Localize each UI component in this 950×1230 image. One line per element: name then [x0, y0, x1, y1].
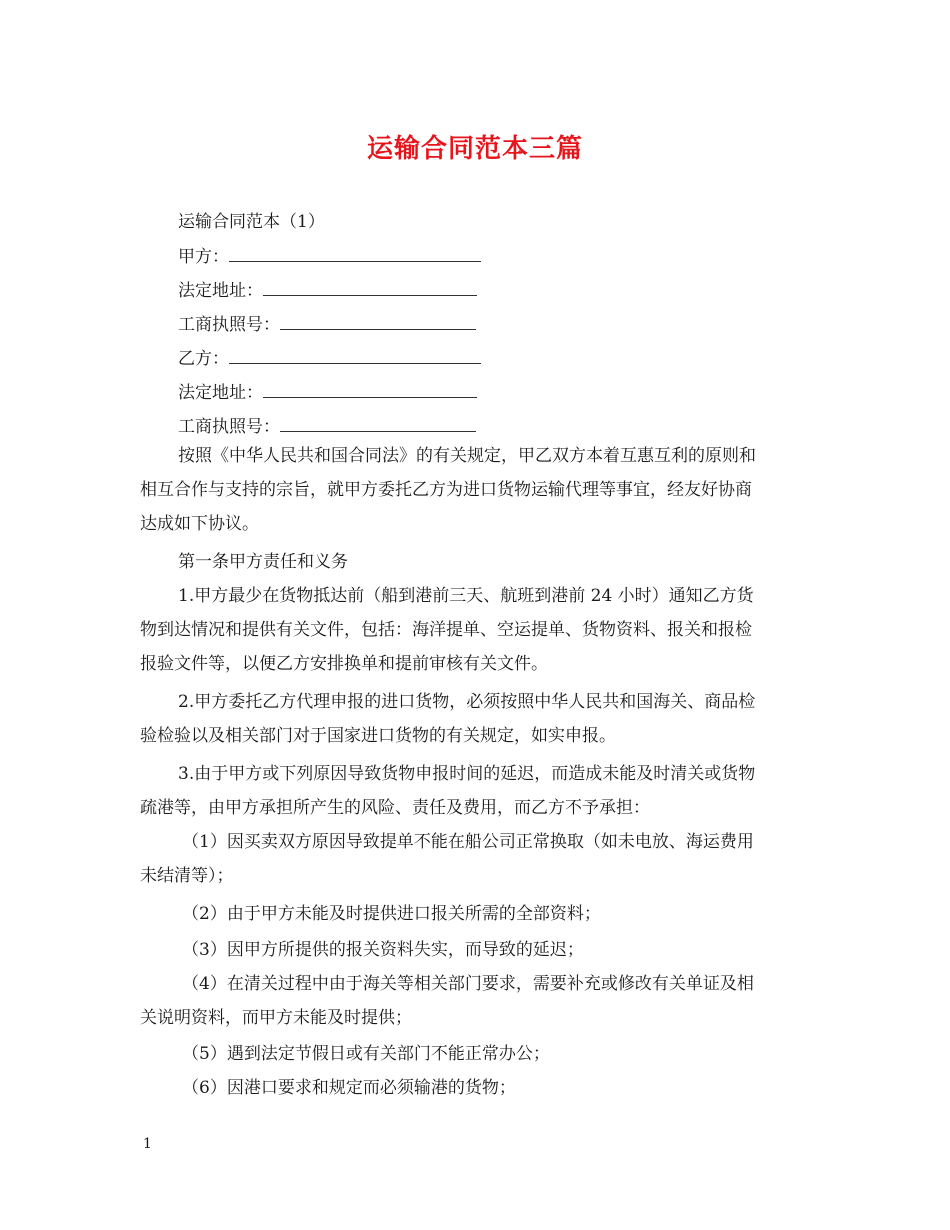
- field-label: 工商执照号：: [178, 417, 280, 437]
- section-heading: 运输合同范本（1）: [178, 212, 325, 232]
- body-line: 验检验以及相关部门对于国家进口货物的有关规定，如实申报。: [140, 726, 616, 746]
- party-field-b-license: [178, 414, 476, 439]
- body-line: 疏港等，由甲方承担所产生的风险、责任及费用，而乙方不予承担：: [140, 798, 650, 818]
- field-label: 工商执照号：: [178, 315, 280, 335]
- party-field-b: [178, 346, 481, 371]
- article-heading: 第一条甲方责任和义务: [178, 552, 348, 572]
- list-item: （1）因买卖双方原因导致提单不能在船公司正常换取（如未电放、海运费用: [182, 832, 754, 852]
- page-number: 1: [143, 1136, 152, 1152]
- field-blank: [229, 346, 481, 364]
- field-blank: [263, 380, 477, 398]
- field-label: 甲方：: [178, 247, 229, 267]
- list-item-continuation: 关说明资料，而甲方未能及时提供；: [140, 1008, 412, 1028]
- body-line: 3.由于甲方或下列原因导致货物申报时间的延迟，而造成未能及时清关或货物: [178, 764, 756, 784]
- list-item: （2）由于甲方未能及时提供进口报关所需的全部资料；: [182, 904, 601, 924]
- party-field-b-address: [178, 380, 477, 405]
- list-item: （6）因港口要求和规定而必须输港的货物；: [182, 1078, 516, 1098]
- document-title: 运输合同范本三篇: [366, 134, 583, 164]
- body-line: 相互合作与支持的宗旨，就甲方委托乙方为进口货物运输代理等事宜，经友好协商: [140, 480, 752, 500]
- party-field-a-license: [178, 312, 476, 337]
- field-label: 乙方：: [178, 349, 229, 369]
- body-line: 1.甲方最少在货物抵达前（船到港前三天、航班到港前 24 小时）通知乙方货: [178, 586, 754, 606]
- body-line: 按照《中华人民共和国合同法》的有关规定，甲乙双方本着互惠互利的原则和: [178, 446, 756, 466]
- list-item: （5）遇到法定节假日或有关部门不能正常办公；: [182, 1044, 550, 1064]
- field-blank: [280, 414, 476, 432]
- list-item: （4）在清关过程中由于海关等相关部门要求，需要补充或修改有关单证及相: [182, 974, 754, 994]
- body-line: 2.甲方委托乙方代理申报的进口货物，必须按照中华人民共和国海关、商品检: [178, 692, 756, 712]
- field-label: 法定地址：: [178, 281, 263, 301]
- party-field-a-address: [178, 278, 477, 303]
- party-field-a: [178, 244, 481, 269]
- body-line: 报验文件等，以便乙方安排换单和提前审核有关文件。: [140, 654, 548, 674]
- list-item-continuation: 未结清等）；: [140, 866, 234, 886]
- field-blank: [229, 244, 481, 262]
- field-blank: [280, 312, 476, 330]
- body-line: 物到达情况和提供有关文件，包括：海洋提单、空运提单、货物资料、报关和报检: [140, 620, 752, 640]
- list-item: （3）因甲方所提供的报关资料失实，而导致的延迟；: [182, 940, 584, 960]
- body-line: 达成如下协议。: [140, 514, 259, 534]
- field-blank: [263, 278, 477, 296]
- field-label: 法定地址：: [178, 383, 263, 403]
